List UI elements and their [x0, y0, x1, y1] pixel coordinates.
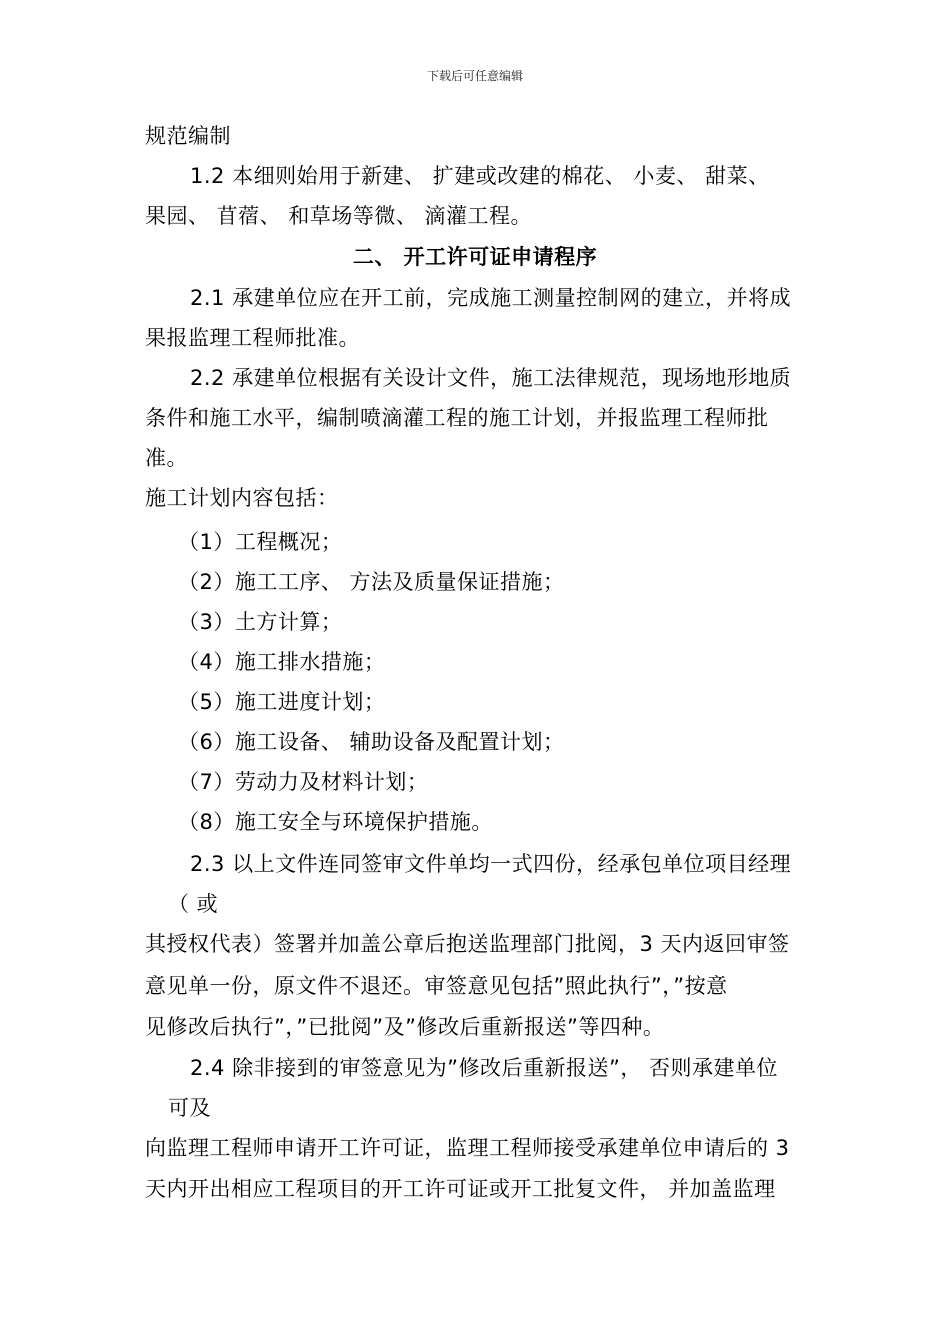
plan-list-item: （5）施工进度计划；	[178, 690, 386, 714]
paragraph-line: 2.1 承建单位应在开工前，完成施工测量控制网的建立，并将成	[190, 286, 792, 310]
paragraph-line: 果报监理工程师批准。	[145, 326, 360, 350]
section-heading: 二、 开工许可证申请程序	[352, 245, 598, 269]
plan-list-item: （1）工程概况；	[178, 530, 343, 554]
plan-list-item: （6）施工设备、 辅助设备及配置计划；	[178, 730, 565, 754]
paragraph-line: 见修改后执行”，”已批阅”及”修改后重新报送”等四种。	[145, 1015, 665, 1039]
paragraph-line: 意见单一份，原文件不退还。审签意见包括”照此执行”，”按意	[145, 974, 728, 998]
plan-list-item: （2）施工工序、 方法及质量保证措施；	[178, 570, 565, 594]
paragraph-line: （ 或	[168, 892, 219, 916]
paragraph-line: 2.2 承建单位根据有关设计文件，施工法律规范，现场地形地质	[190, 366, 792, 390]
paragraph-line: 1.2 本细则始用于新建、 扩建或改建的棉花、 小麦、 甜菜、	[190, 164, 770, 188]
paragraph-line: 果园、 苜蓿、 和草场等微、 滴灌工程。	[145, 204, 533, 228]
paragraph-line: 2.3 以上文件连同签审文件单均一式四份，经承包单位项目经理	[190, 852, 792, 876]
paragraph-line: 可及	[168, 1096, 211, 1120]
page-header: 下载后可任意编辑	[426, 69, 523, 83]
paragraph-line: 2.4 除非接到的审签意见为”修改后重新报送”， 否则承建单位	[190, 1056, 779, 1080]
plan-list-item: （3）土方计算；	[178, 610, 343, 634]
paragraph-line: 其授权代表）签署并加盖公章后抱送监理部门批阅，3 天内返回审签	[145, 932, 790, 956]
paragraph-line: 准。	[145, 446, 188, 470]
paragraph-line: 规范编制	[145, 124, 231, 148]
paragraph-line: 条件和施工水平，编制喷滴灌工程的施工计划，并报监理工程师批	[145, 406, 769, 430]
plan-list-item: （4）施工排水措施；	[178, 650, 386, 674]
paragraph-line: 天内开出相应工程项目的开工许可证或开工批复文件， 并加盖监理	[145, 1177, 776, 1201]
paragraph-line: 向监理工程师申请开工许可证，监理工程师接受承建单位申请后的 3	[145, 1136, 790, 1160]
plan-list-item: （8）施工安全与环境保护措施。	[178, 810, 493, 834]
paragraph-line: 施工计划内容包括：	[145, 486, 339, 510]
plan-list-item: （7）劳动力及材料计划；	[178, 770, 429, 794]
